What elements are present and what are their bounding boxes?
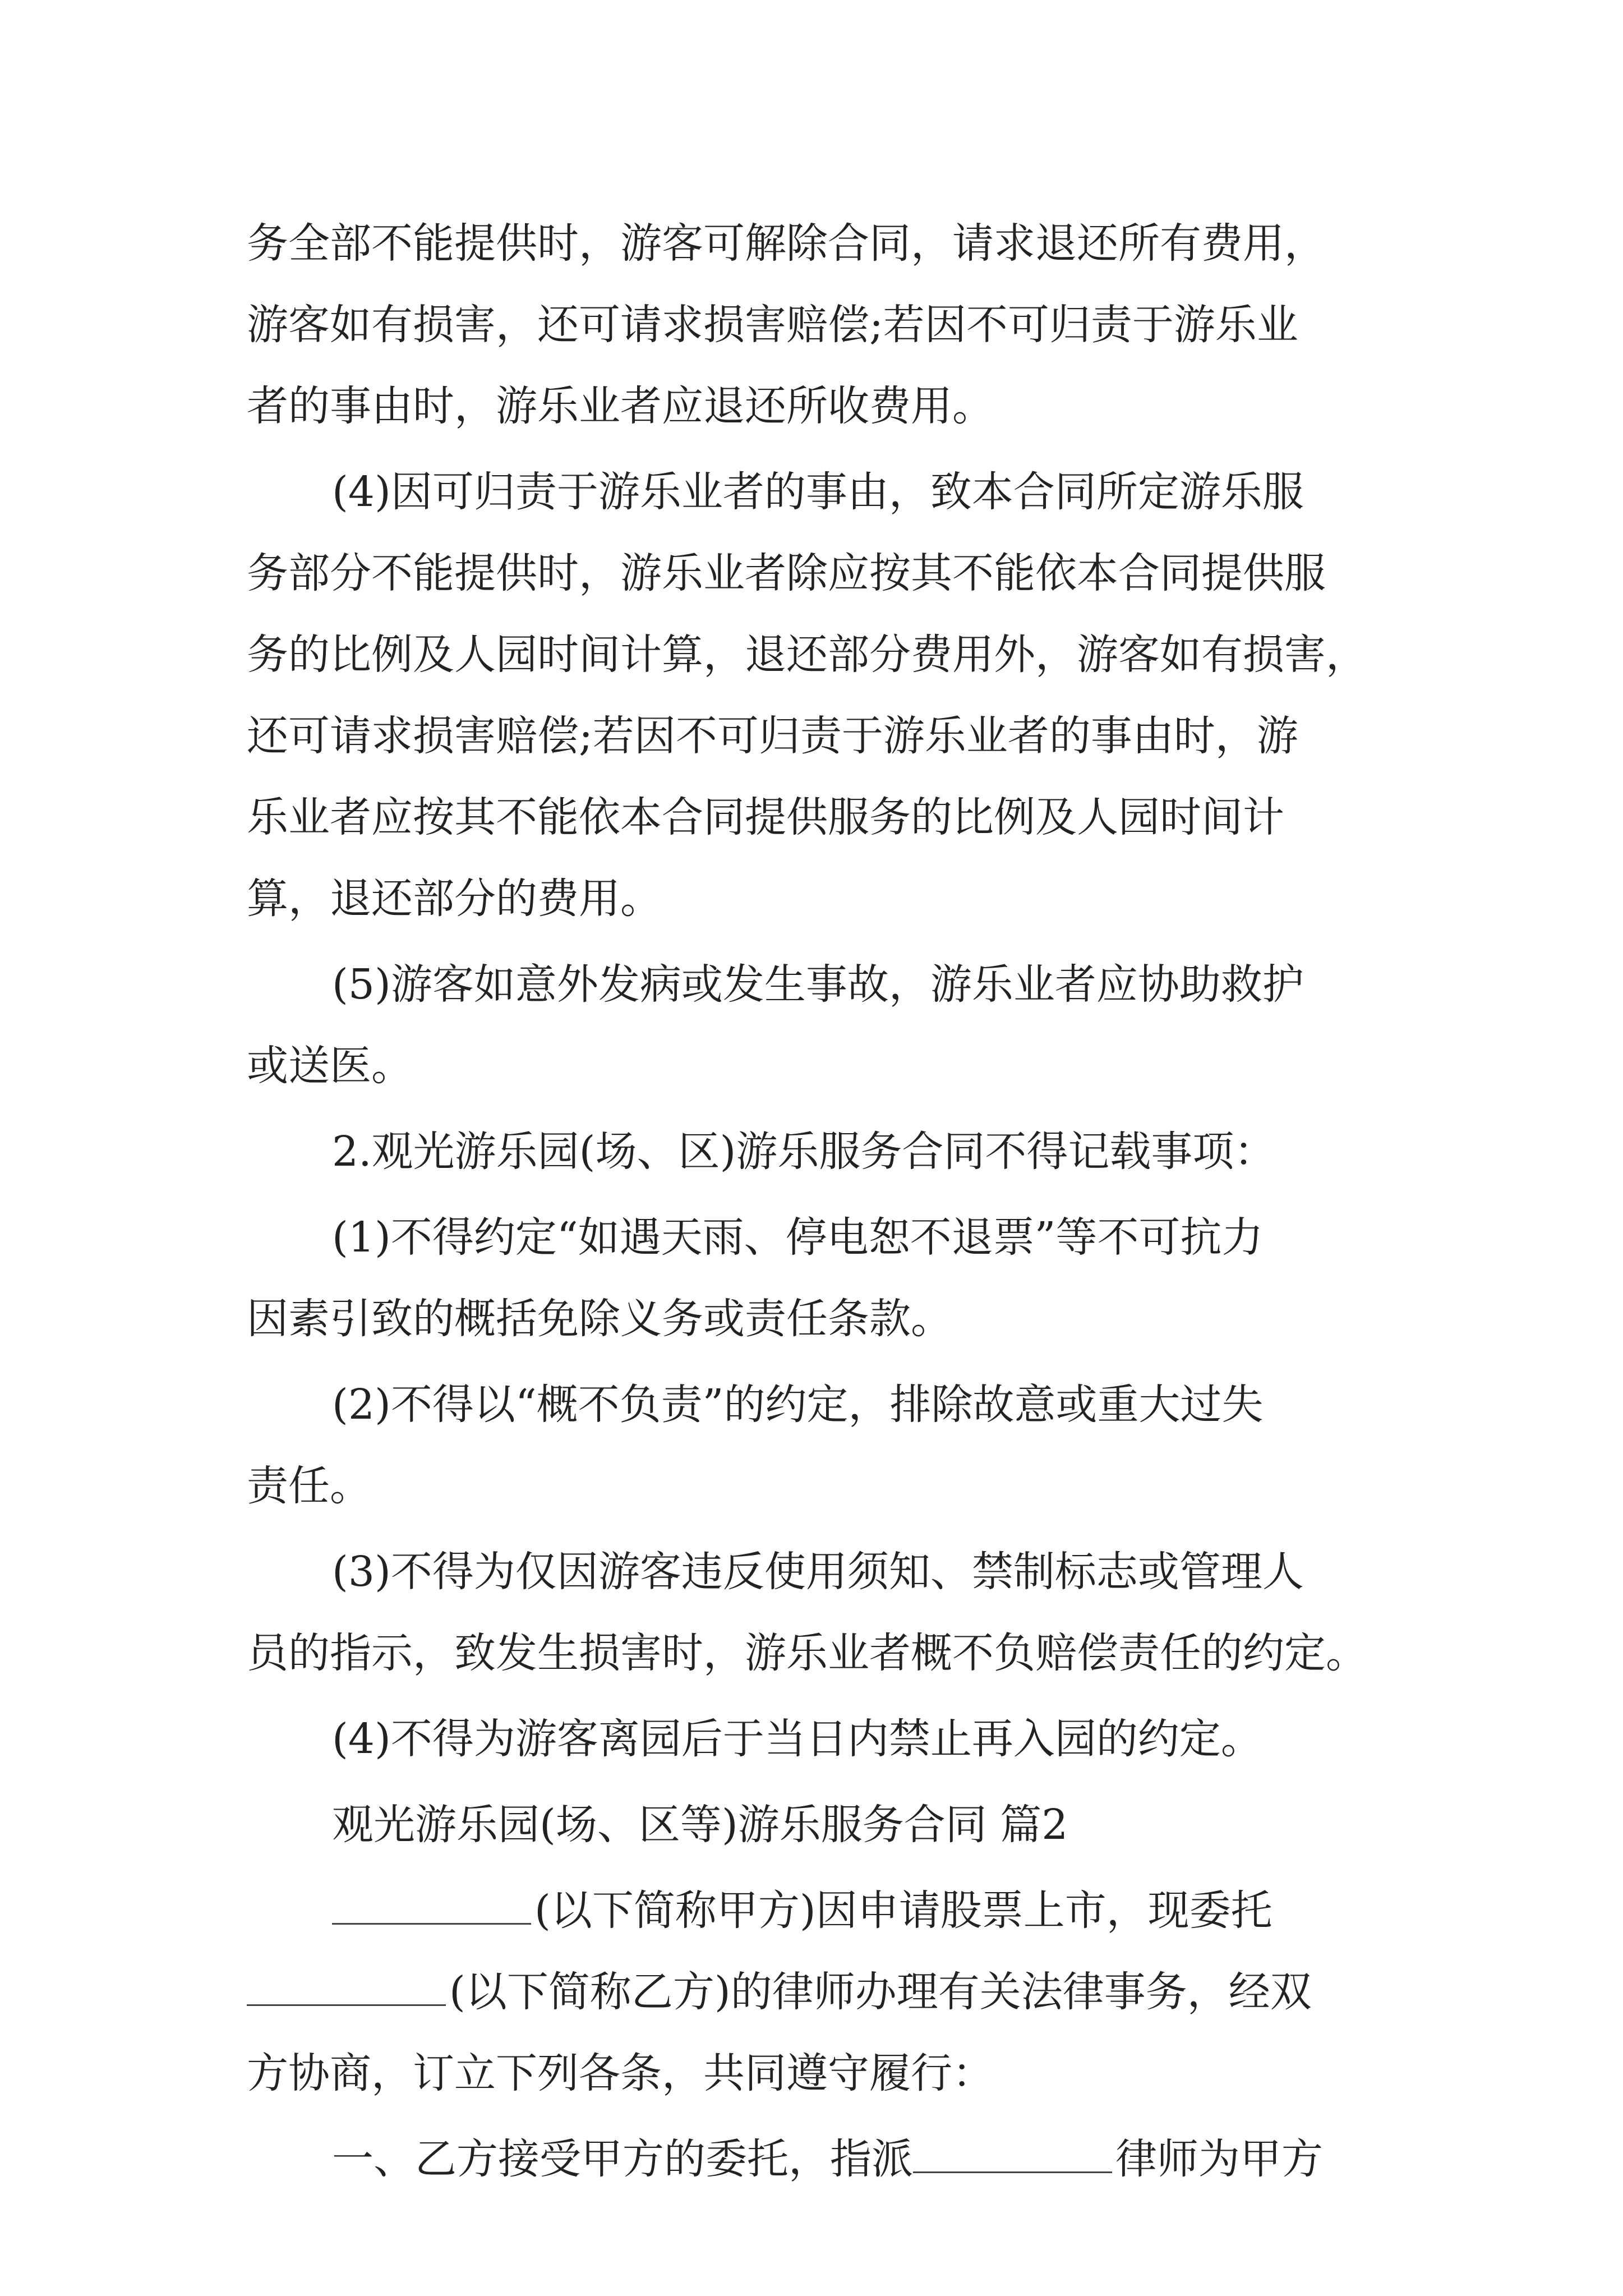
text-line: (4)因可归责于游乐业者的事由，致本合同所定游乐服: [332, 468, 1304, 516]
paragraph-item-4: [247, 452, 1391, 940]
text-fragment: 一、乙方接受甲方的委托，指派: [332, 2135, 913, 2183]
text-line: 因素引致的概括免除义务或责任条款。: [247, 1295, 952, 1343]
text-line: [247, 1952, 1391, 2033]
text-line: 算，退还部分的费用。: [247, 875, 662, 923]
text-line: [247, 1870, 1391, 1952]
text-line: (3)不得为仅因游客违反使用须知、禁制标志或管理人: [332, 1548, 1304, 1596]
text-line: 员的指示，致发生损害时，游乐业者概不负赔偿责任的约定。: [247, 1629, 1367, 1677]
paragraph-continued: [247, 203, 1391, 447]
text-fragment: (以下简称甲方)因申请股票上市，现委托: [534, 1887, 1272, 1935]
text-line: 者的事由时，游乐业者应退还所收费用。: [247, 382, 994, 430]
paragraph-contract-intro: [247, 1870, 1391, 2114]
text-line: (4)不得为游客离园后于当日内禁止再入园的约定。: [332, 1715, 1262, 1763]
document-body: [247, 203, 1391, 2205]
section-heading: [247, 1784, 1391, 1866]
text-line: 责任。: [247, 1462, 371, 1510]
text-line: (1)不得约定“如遇天雨、停电恕不退票”等不可抗力: [332, 1213, 1264, 1262]
text-line: (2)不得以“概不负责”的约定，排除故意或重大过失: [332, 1381, 1264, 1429]
text-line: 务部分不能提供时，游乐业者除应按其不能依本合同提供服: [247, 549, 1326, 597]
fill-blank-party-b: [247, 1965, 446, 2006]
text-line: 务全部不能提供时，游客可解除合同，请求退还所有费用，: [247, 219, 1326, 268]
fill-blank-lawyer: [913, 2132, 1112, 2173]
text-line: 还可请求损害赔偿;若因不可归责于游乐业者的事由时，游: [247, 712, 1298, 760]
text-line: 游客如有损害，还可请求损害赔偿;若因不可归责于游乐业: [247, 301, 1298, 349]
paragraph-prohibited-4: [247, 1699, 1391, 1780]
text-line: 2.观光游乐园(场、区)游乐服务合同不得记载事项：: [332, 1128, 1276, 1176]
text-line: 乐业者应按其不能依本合同提供服务的比例及人园时间计: [247, 793, 1284, 841]
text-fragment: 律师为甲方: [1115, 2135, 1323, 2183]
text-line: (5)游客如意外发病或发生事故，游乐业者应协助救护: [332, 960, 1304, 1009]
paragraph-prohibited-1: [247, 1197, 1391, 1360]
fill-blank-party-a: [332, 1884, 531, 1925]
text-fragment: (以下简称乙方)的律师办理有关法律事务，经双: [449, 1968, 1312, 2016]
text-line: [247, 2119, 1391, 2200]
text-line: 务的比例及人园时间计算，退还部分费用外，游客如有损害，: [247, 631, 1367, 679]
paragraph-section-2: [247, 1111, 1391, 1193]
paragraph-clause-1: [247, 2119, 1391, 2200]
paragraph-prohibited-2: [247, 1364, 1391, 1527]
section-title: 观光游乐园(场、区等)游乐服务合同 篇2: [332, 1801, 1068, 1849]
text-line: 方协商，订立下列各条，共同遵守履行：: [247, 2049, 994, 2097]
text-line: 或送医。: [247, 1042, 413, 1090]
paragraph-prohibited-3: [247, 1531, 1391, 1694]
paragraph-item-5: [247, 944, 1391, 1107]
